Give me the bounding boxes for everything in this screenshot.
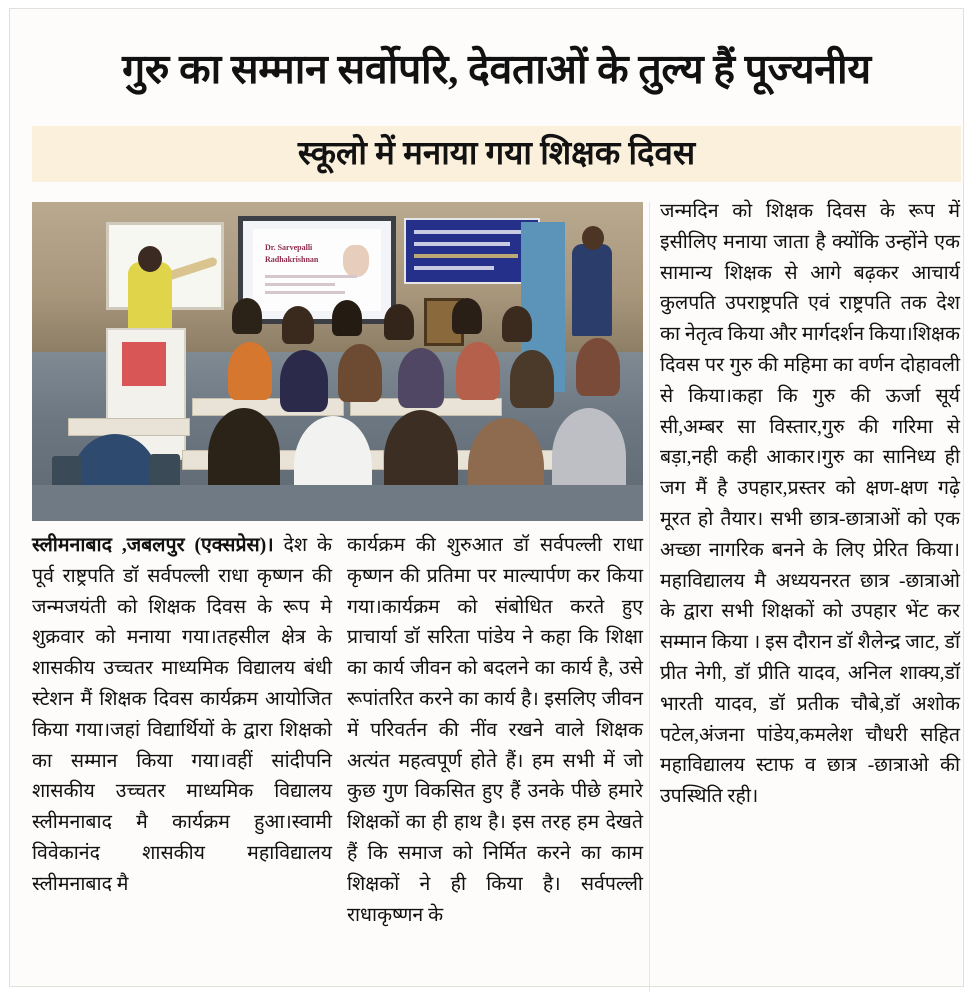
- dateline: स्लीमनाबाद ,जबलपुर (एक्सप्रेस)।: [32, 535, 274, 556]
- article-dateline-paragraph: [32, 531, 332, 901]
- student-figure: [456, 342, 500, 400]
- student-figure: [384, 304, 414, 340]
- slide-text-line: [265, 275, 357, 278]
- column1-body: देश के पूर्व राष्ट्रपति डॉ सर्वपल्ली राधा कृष्णन की जन्मजयंती को शिक्षक दिवस के रूप मे शुक्रवार को मनाया गया।तहसील क्षेत्र के शासकीय उच्चतर माध्यमिक विद्यालय बंधी स्टेशन मैं शिक्षक दिवस कार्यक्रम आयोजित किया गया।जहां विद्यार्थियों के द्वारा शिक्षको का सम्मान किया गया।वहीं सांदीपनि शासकीय उच्चतर माध्यमिक विद्यालय स्लीमनाबाद मै कार्यक्रम हुआ।स्वामी विवेकानंद शासकीय महाविद्यालय स्लीमनाबाद मै: [32, 535, 333, 895]
- subheadline: स्कूलो में मनाया गया शिक्षक दिवस: [297, 136, 696, 172]
- banner-text-line: [414, 266, 494, 270]
- headline-container: [32, 45, 961, 93]
- student-figure: [510, 350, 554, 408]
- slide-text-line: [265, 291, 345, 294]
- student-figure: [332, 300, 362, 336]
- article-photo: [32, 202, 643, 521]
- article-column-3: [660, 197, 960, 813]
- banner-text-line: [414, 254, 518, 258]
- teacher-figure: [128, 262, 172, 334]
- student-figure: [398, 348, 444, 408]
- standing-man-head: [582, 226, 604, 250]
- photo-floor: [32, 485, 643, 521]
- student-figure: [576, 338, 620, 396]
- student-figure: [338, 344, 382, 402]
- slide-text-line: [265, 283, 335, 286]
- slide-portrait: [343, 245, 369, 277]
- article-column-1: [32, 531, 332, 901]
- classroom-desk: [68, 418, 190, 436]
- student-figure: [502, 306, 532, 342]
- standing-man-figure: [572, 244, 612, 336]
- projector-screen-content: [253, 229, 381, 311]
- teacher-head: [138, 246, 162, 272]
- projector-screen: [238, 216, 396, 324]
- newsprint-sheet: [9, 8, 964, 987]
- student-figure: [452, 298, 482, 334]
- event-banner: [404, 218, 540, 284]
- podium-logo: [122, 342, 166, 386]
- column2-body: कार्यक्रम की शुरुआत डॉ सर्वपल्ली राधा कृष्णन की प्रतिमा पर माल्यार्पण कर किया गया।कार्यक्रम को संबोधित करते हुए प्राचार्या डॉ सरिता पांडेय ने कहा कि शिक्षा का कार्य जीवन को बदलने का कार्य है, उसे रूपांतरित करने का कार्य है। इसलिए जीवन में परिवर्तन की नींव रखने वाले शिक्षक अत्यंत महत्वपूर्ण होते हैं। हम सभी में जो कुछ गुण विकसित हुए हैं उनके पीछे हमारे शिक्षकों का ही हाथ है। इस तरह हम देखते हैं कि समाज को निर्मित करने का काम शिक्षकों ने ही किया है। सर्वपल्ली राधाकृष्णन के: [347, 535, 643, 926]
- slide-title-line2: Radhakrishnan: [265, 255, 319, 264]
- page-title: गुरु का सम्मान सर्वोपरि, देवताओं के तुल्य हैं पूज्यनीय: [122, 46, 871, 92]
- student-figure: [228, 342, 272, 400]
- student-figure: [282, 306, 314, 344]
- banner-text-line: [414, 242, 510, 246]
- student-figure: [232, 298, 262, 334]
- student-figure: [280, 350, 328, 412]
- banner-text-line: [414, 230, 526, 234]
- article-column-2: [347, 531, 643, 931]
- slide-title-line1: Dr. Sarvepalli: [265, 243, 313, 252]
- column3-body: जन्मदिन को शिक्षक दिवस के रूप में इसीलिए मनाया जाता है क्योंकि उन्होंने एक सामान्य शिक्षक से आगे बढ़कर आचार्य कुलपति उपराष्ट्रपति एवं राष्ट्रपति तक देश का नेतृत्व किया और मार्गदर्शन किया।शिक्षक दिवस पर गुरु की महिमा का वर्णन दोहावली से किया।कहा कि गुरु की ऊर्जा सूर्य सी,अम्बर सा विस्तार,गुरु की गरिमा से बड़ा,नही कही आकार।गुरु का सानिध्य ही जग मैं है उपहार,प्रस्तर को क्षण-क्षण गढ़े मूरत हो तैयार। सभी छात्र-छात्राओं को एक अच्छा नागरिक बनने के लिए प्रेरित किया।महाविद्यालय मै अध्ययनरत छात्र -छात्राओ के द्वारा सभी शिक्षकों को उपहार भेंट कर सम्मान किया । इस दौरान डॉ शैलेन्द्र जाट, डॉ प्रीत नेगी, डॉ प्रीति यादव, अनिल शाक्य,डॉ भारती यादव, डॉ प्रतीक चौबे,डॉ अशोक पटेल,अंजना पांडेय,कमलेश चौधरी सहित महाविद्यालय स्टाफ व छात्र -छात्राओ की उपस्थिति रही।: [660, 201, 960, 808]
- column-divider: [649, 202, 650, 992]
